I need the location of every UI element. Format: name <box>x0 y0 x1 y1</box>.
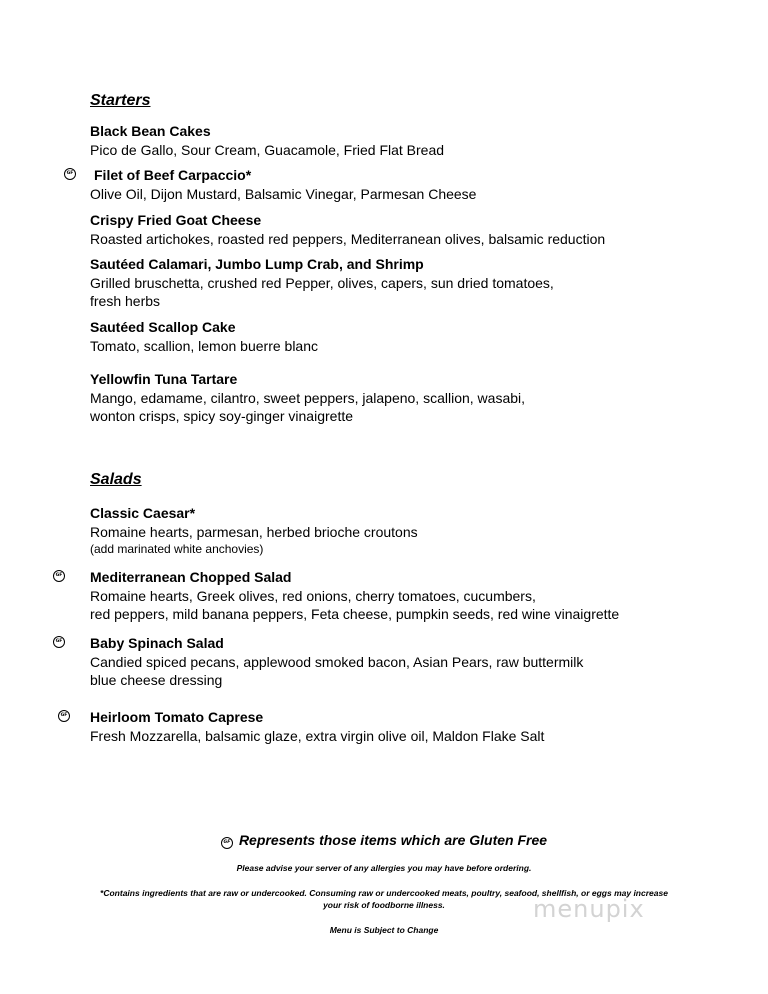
menu-item-filet-carpaccio <box>90 166 477 203</box>
item-name: Sautéed Scallop Cake <box>90 319 236 335</box>
item-description: Candied spiced pecans, applewood smoked bacon, Asian Pears, raw buttermilk <box>90 653 584 670</box>
item-description: Tomato, scallion, lemon buerre blanc <box>90 337 319 354</box>
item-name: Heirloom Tomato Caprese <box>90 709 264 725</box>
item-description: blue cheese dressing <box>90 672 223 688</box>
salads-heading: Salads <box>90 471 142 488</box>
gluten-free-icon: GF <box>53 570 65 582</box>
item-name: Classic Caesar* <box>90 505 196 521</box>
gluten-free-legend <box>0 832 768 849</box>
raw-food-warning <box>0 887 768 911</box>
item-note: (add marinated white anchovies) <box>90 542 264 556</box>
item-name: Sautéed Calamari, Jumbo Lump Crab, and Shrimp <box>90 256 424 272</box>
item-name: Crispy Fried Goat Cheese <box>90 212 262 228</box>
gluten-free-icon: GF <box>64 168 76 180</box>
item-description: Grilled bruschetta, crushed red Pepper, olives, capers, sun dried tomatoes, <box>90 274 554 291</box>
item-description: Roasted artichokes, roasted red peppers, Mediterranean olives, balsamic reduction <box>90 230 606 247</box>
item-name: Filet of Beef Carpaccio* <box>94 167 252 183</box>
subject-to-change-notice: Menu is Subject to Change <box>329 925 439 935</box>
raw-warning-line: *Contains ingredients that are raw or undercooked. Consuming raw or undercooked meats, poultry, seafood, shellfish, or eggs may increase <box>100 888 668 898</box>
item-description: Romaine hearts, Greek olives, red onions, cherry tomatoes, cucumbers, <box>90 587 536 604</box>
item-description: Fresh Mozzarella, balsamic glaze, extra virgin olive oil, Maldon Flake Salt <box>90 727 545 744</box>
menu-item-calamari-crab-shrimp <box>90 255 554 311</box>
starters-heading: Starters <box>90 92 151 109</box>
item-description: red peppers, mild banana peppers, Feta cheese, pumpkin seeds, red wine vinaigrette <box>90 606 620 622</box>
item-description: Pico de Gallo, Sour Cream, Guacamole, Fried Flat Bread <box>90 141 445 158</box>
item-name: Yellowfin Tuna Tartare <box>90 371 238 387</box>
menu-item-heirloom-caprese <box>90 708 544 745</box>
menupix-watermark: menupix <box>533 895 645 923</box>
menu-item-mediterranean-salad <box>90 568 619 624</box>
gluten-free-icon: GF <box>221 837 233 849</box>
raw-warning-line: your risk of foodborne illness. <box>323 900 445 910</box>
menu-item-goat-cheese <box>90 211 605 248</box>
item-description: Romaine hearts, parmesan, herbed brioche croutons <box>90 523 418 540</box>
item-description: Olive Oil, Dijon Mustard, Balsamic Vinegar, Parmesan Cheese <box>90 185 477 202</box>
item-name: Mediterranean Chopped Salad <box>90 569 292 585</box>
menu-item-scallop-cake <box>90 318 318 355</box>
item-description: wonton crisps, spicy soy-ginger vinaigrette <box>90 408 354 424</box>
item-description: fresh herbs <box>90 293 161 309</box>
gluten-free-icon: GF <box>58 710 70 722</box>
menu-item-black-bean-cakes <box>90 122 444 159</box>
menu-item-baby-spinach-salad <box>90 634 583 690</box>
item-name: Baby Spinach Salad <box>90 635 224 651</box>
item-name: Black Bean Cakes <box>90 123 211 139</box>
gluten-free-icon: GF <box>53 636 65 648</box>
item-description: Mango, edamame, cilantro, sweet peppers, jalapeno, scallion, wasabi, <box>90 389 526 406</box>
menu-item-tuna-tartare <box>90 370 525 426</box>
allergy-notice: Please advise your server of any allergies you may have before ordering. <box>236 863 532 873</box>
menu-item-classic-caesar <box>90 504 418 558</box>
legend-text: Represents those items which are Gluten Free <box>238 832 548 848</box>
